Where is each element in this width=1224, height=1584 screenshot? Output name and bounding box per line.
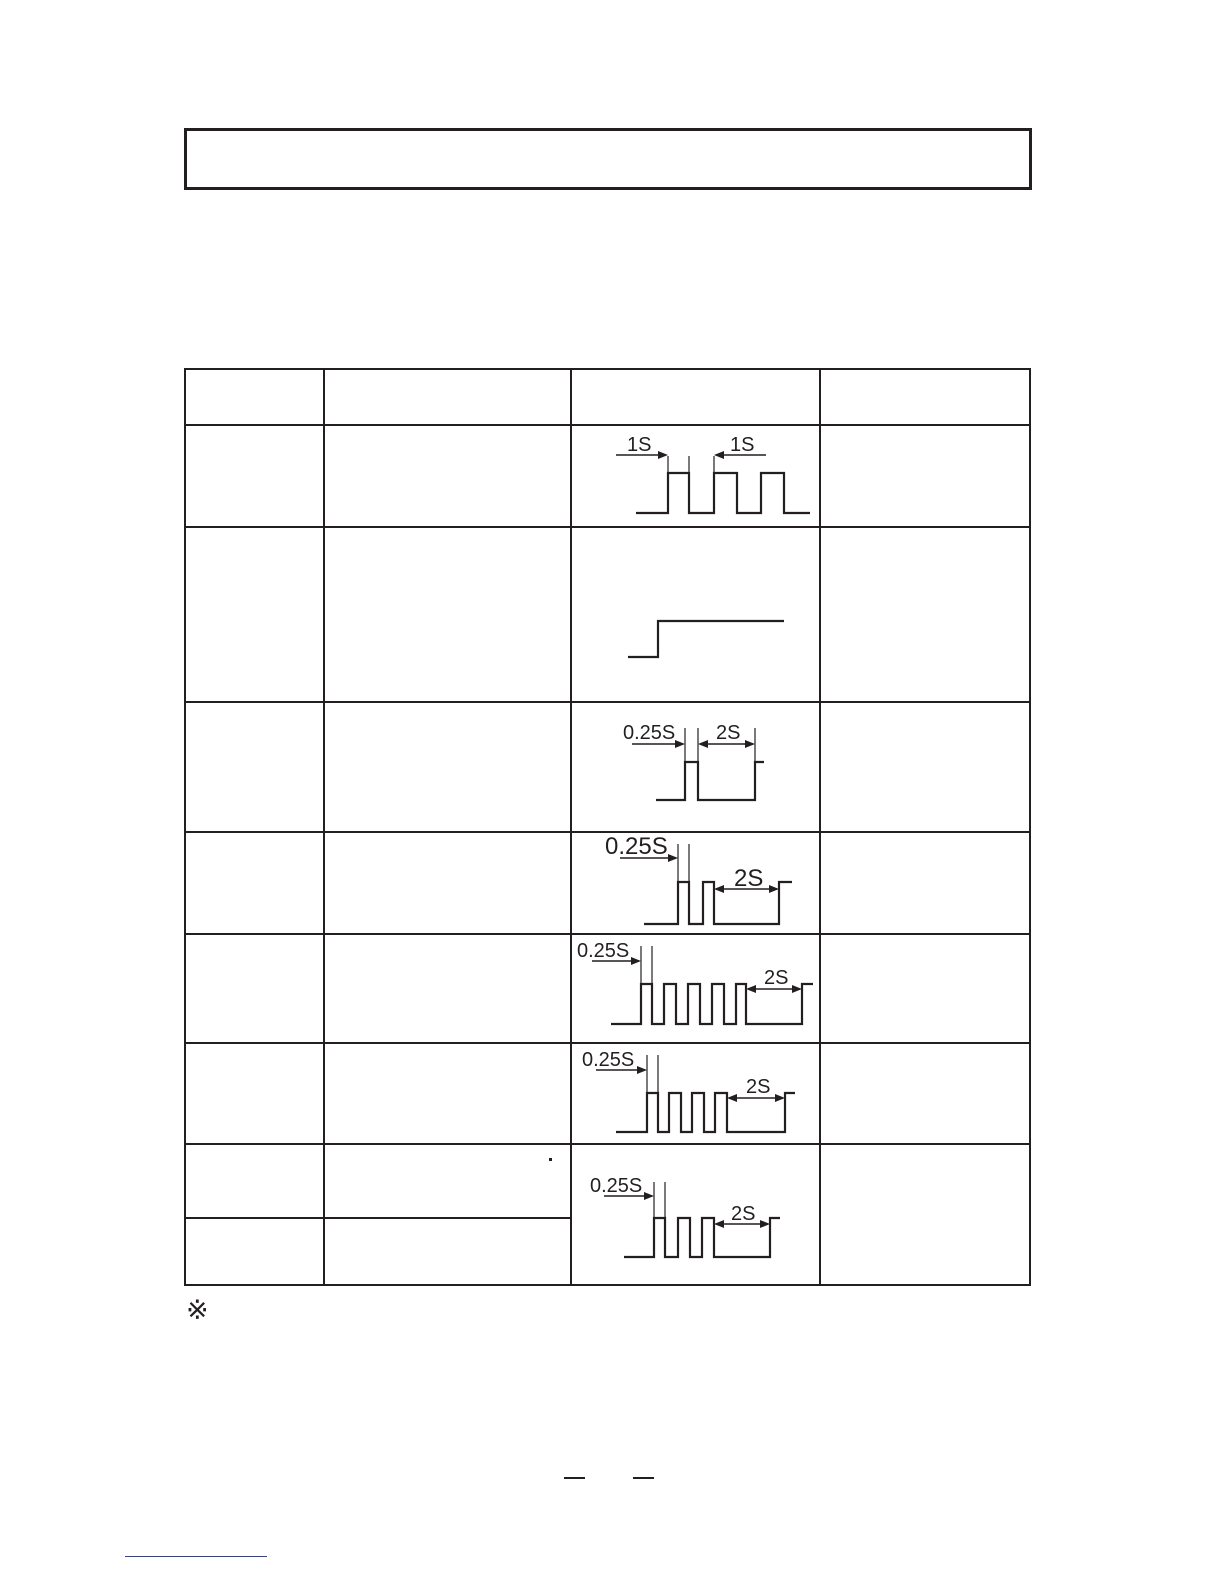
waveform-label-pulse: 0.25S — [577, 940, 630, 962]
table-row — [184, 1144, 1030, 1285]
table-row — [184, 702, 1030, 832]
print-speck — [549, 1158, 552, 1161]
page-number-dash-right — [633, 1477, 654, 1479]
header-cell-3 — [571, 368, 820, 425]
waveform-two-blinks — [572, 832, 819, 934]
table-row — [184, 1043, 1030, 1144]
waveform-label-pause: 2S — [716, 722, 741, 744]
waveform-label-pulse: 0.25S — [582, 1049, 635, 1071]
waveform-label-pause: 2S — [731, 1203, 756, 1225]
table-row — [184, 527, 1030, 702]
waveform-steady-on — [572, 527, 819, 702]
waveform-five-blinks — [572, 934, 819, 1043]
waveform-label-pulse: 0.25S — [605, 833, 668, 860]
section-title-box — [184, 128, 1032, 190]
waveform-label-pause: 2S — [764, 967, 789, 989]
note-reference-mark: ※ — [186, 1295, 209, 1326]
waveform-blink-1s — [572, 425, 819, 527]
header-cell-4 — [820, 368, 1030, 425]
signal-timing-table — [184, 368, 1031, 1288]
header-cell-2 — [324, 368, 571, 425]
waveform-three-blinks — [572, 1144, 819, 1285]
waveform-four-blinks — [572, 1043, 819, 1144]
waveform-label-pause: 2S — [734, 865, 764, 892]
waveform-label-pulse: 0.25S — [623, 722, 676, 744]
footer-link-underline[interactable] — [125, 1556, 267, 1557]
waveform-label-pulse: 0.25S — [590, 1175, 643, 1197]
table-row — [184, 425, 1030, 527]
page-number-dash-left — [564, 1477, 585, 1479]
waveform-label-period: 1S — [627, 434, 652, 456]
table-row — [184, 832, 1030, 934]
waveform-label-pause: 2S — [746, 1076, 771, 1098]
waveform-label-period: 1S — [730, 434, 755, 456]
table-row — [184, 934, 1030, 1043]
header-cell-1 — [184, 368, 324, 425]
waveform-one-blink — [572, 702, 819, 832]
